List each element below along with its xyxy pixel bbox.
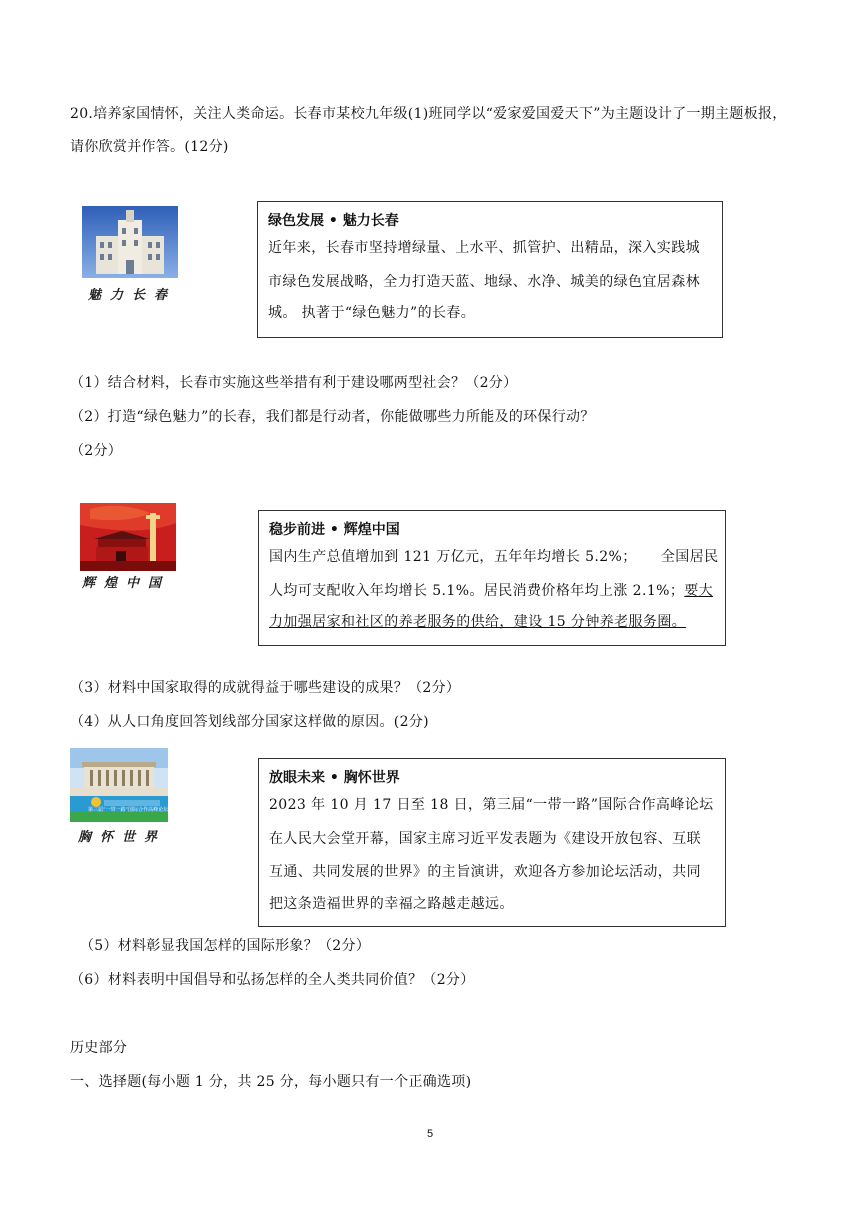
material-line: 市绿色发展战略，全力打造天蓝、地绿、水净、城美的绿色宜居森林 — [268, 273, 700, 290]
underlined-text: 力加强居家和社区的养老服务的供给，建设 15 分钟养老服务圈。 — [269, 614, 687, 630]
image-caption: 魅力长春 — [88, 288, 177, 303]
question-20-stem: 20.培养家国情怀，关注人类命运。长春市某校九年级(1)班同学以“爱家爱国爱天下”为主题设计了一期主题板报，请你欣赏并作答。(12分) — [70, 106, 787, 155]
material-title: 绿色发展 • 魅力长春 — [268, 213, 399, 229]
sub-question-3: （3）材料中国家取得的成就得益于哪些建设的成果？（2分） — [70, 680, 461, 696]
choice-section-title: 一、选择题(每小题 1 分，共 25 分，每小题只有一个正确选项) — [70, 1074, 472, 1090]
material-line: 把这条造福世界的幸福之路越走越远。 — [269, 895, 514, 912]
sub-question-1: （1）结合材料，长春市实施这些举措有利于建设哪两型社会？（2分） — [70, 375, 518, 391]
material-line: 互通、共同发展的世界》的主旨演讲，欢迎各方参加论坛活动，共同 — [269, 864, 701, 880]
material-line: 城。 执著于“绿色魅力”的长春。 — [268, 305, 476, 321]
sub-question-5: （5）材料彰显我国怎样的国际形象？（2分） — [80, 938, 371, 954]
tiananmen-image — [80, 503, 176, 571]
material-title: 放眼未来 • 胸怀世界 — [269, 770, 400, 786]
image-caption: 辉煌中国 — [82, 576, 171, 591]
material-line: 在人民大会堂开幕，国家主席习近平发表题为《建设开放包容、互联 — [269, 830, 701, 847]
sub-question-2: （2）打造“绿色魅力”的长春，我们都是行动者，你能做哪些力所能及的环保行动？ — [70, 409, 595, 425]
sub-question-4: （4）从人口角度回答划线部分国家这样做的原因。(2分) — [70, 714, 429, 730]
image-caption: 胸怀世界 — [78, 830, 167, 845]
changchun-building-image — [82, 206, 178, 278]
material-title: 稳步前进 • 辉煌中国 — [269, 522, 400, 538]
material-line: 2023 年 10 月 17 日至 18 日，第三届“一带一路”国际合作高峰论坛 — [269, 797, 714, 813]
page-number: 5 — [426, 1128, 434, 1140]
material-box-world — [258, 758, 726, 927]
history-heading: 历史部分 — [70, 1040, 128, 1056]
material-text: 人均可支配收入年均增长 5.1%。居民消费价格年均上涨 2.1%； — [269, 582, 685, 599]
material-line — [269, 575, 715, 609]
material-box-china — [258, 510, 726, 646]
sub-question-2-score: （2分） — [70, 443, 123, 459]
image-banner-text: 第三届“一带一路”国际合作高峰论坛 — [88, 807, 169, 813]
underlined-text: 要大 — [684, 582, 714, 599]
material-line: 国内生产总值增加到 121 万亿元，五年年均增长 5.2%； 全国居民 — [269, 549, 719, 565]
material-box-changchun — [257, 201, 723, 338]
material-line: 近年来，长春市坚持增绿量、上水平、抓管护、出精品，深入实践城 — [268, 240, 700, 256]
sub-question-6: （6）材料表明中国倡导和弘扬怎样的全人类共同价值？（2分） — [70, 972, 475, 988]
